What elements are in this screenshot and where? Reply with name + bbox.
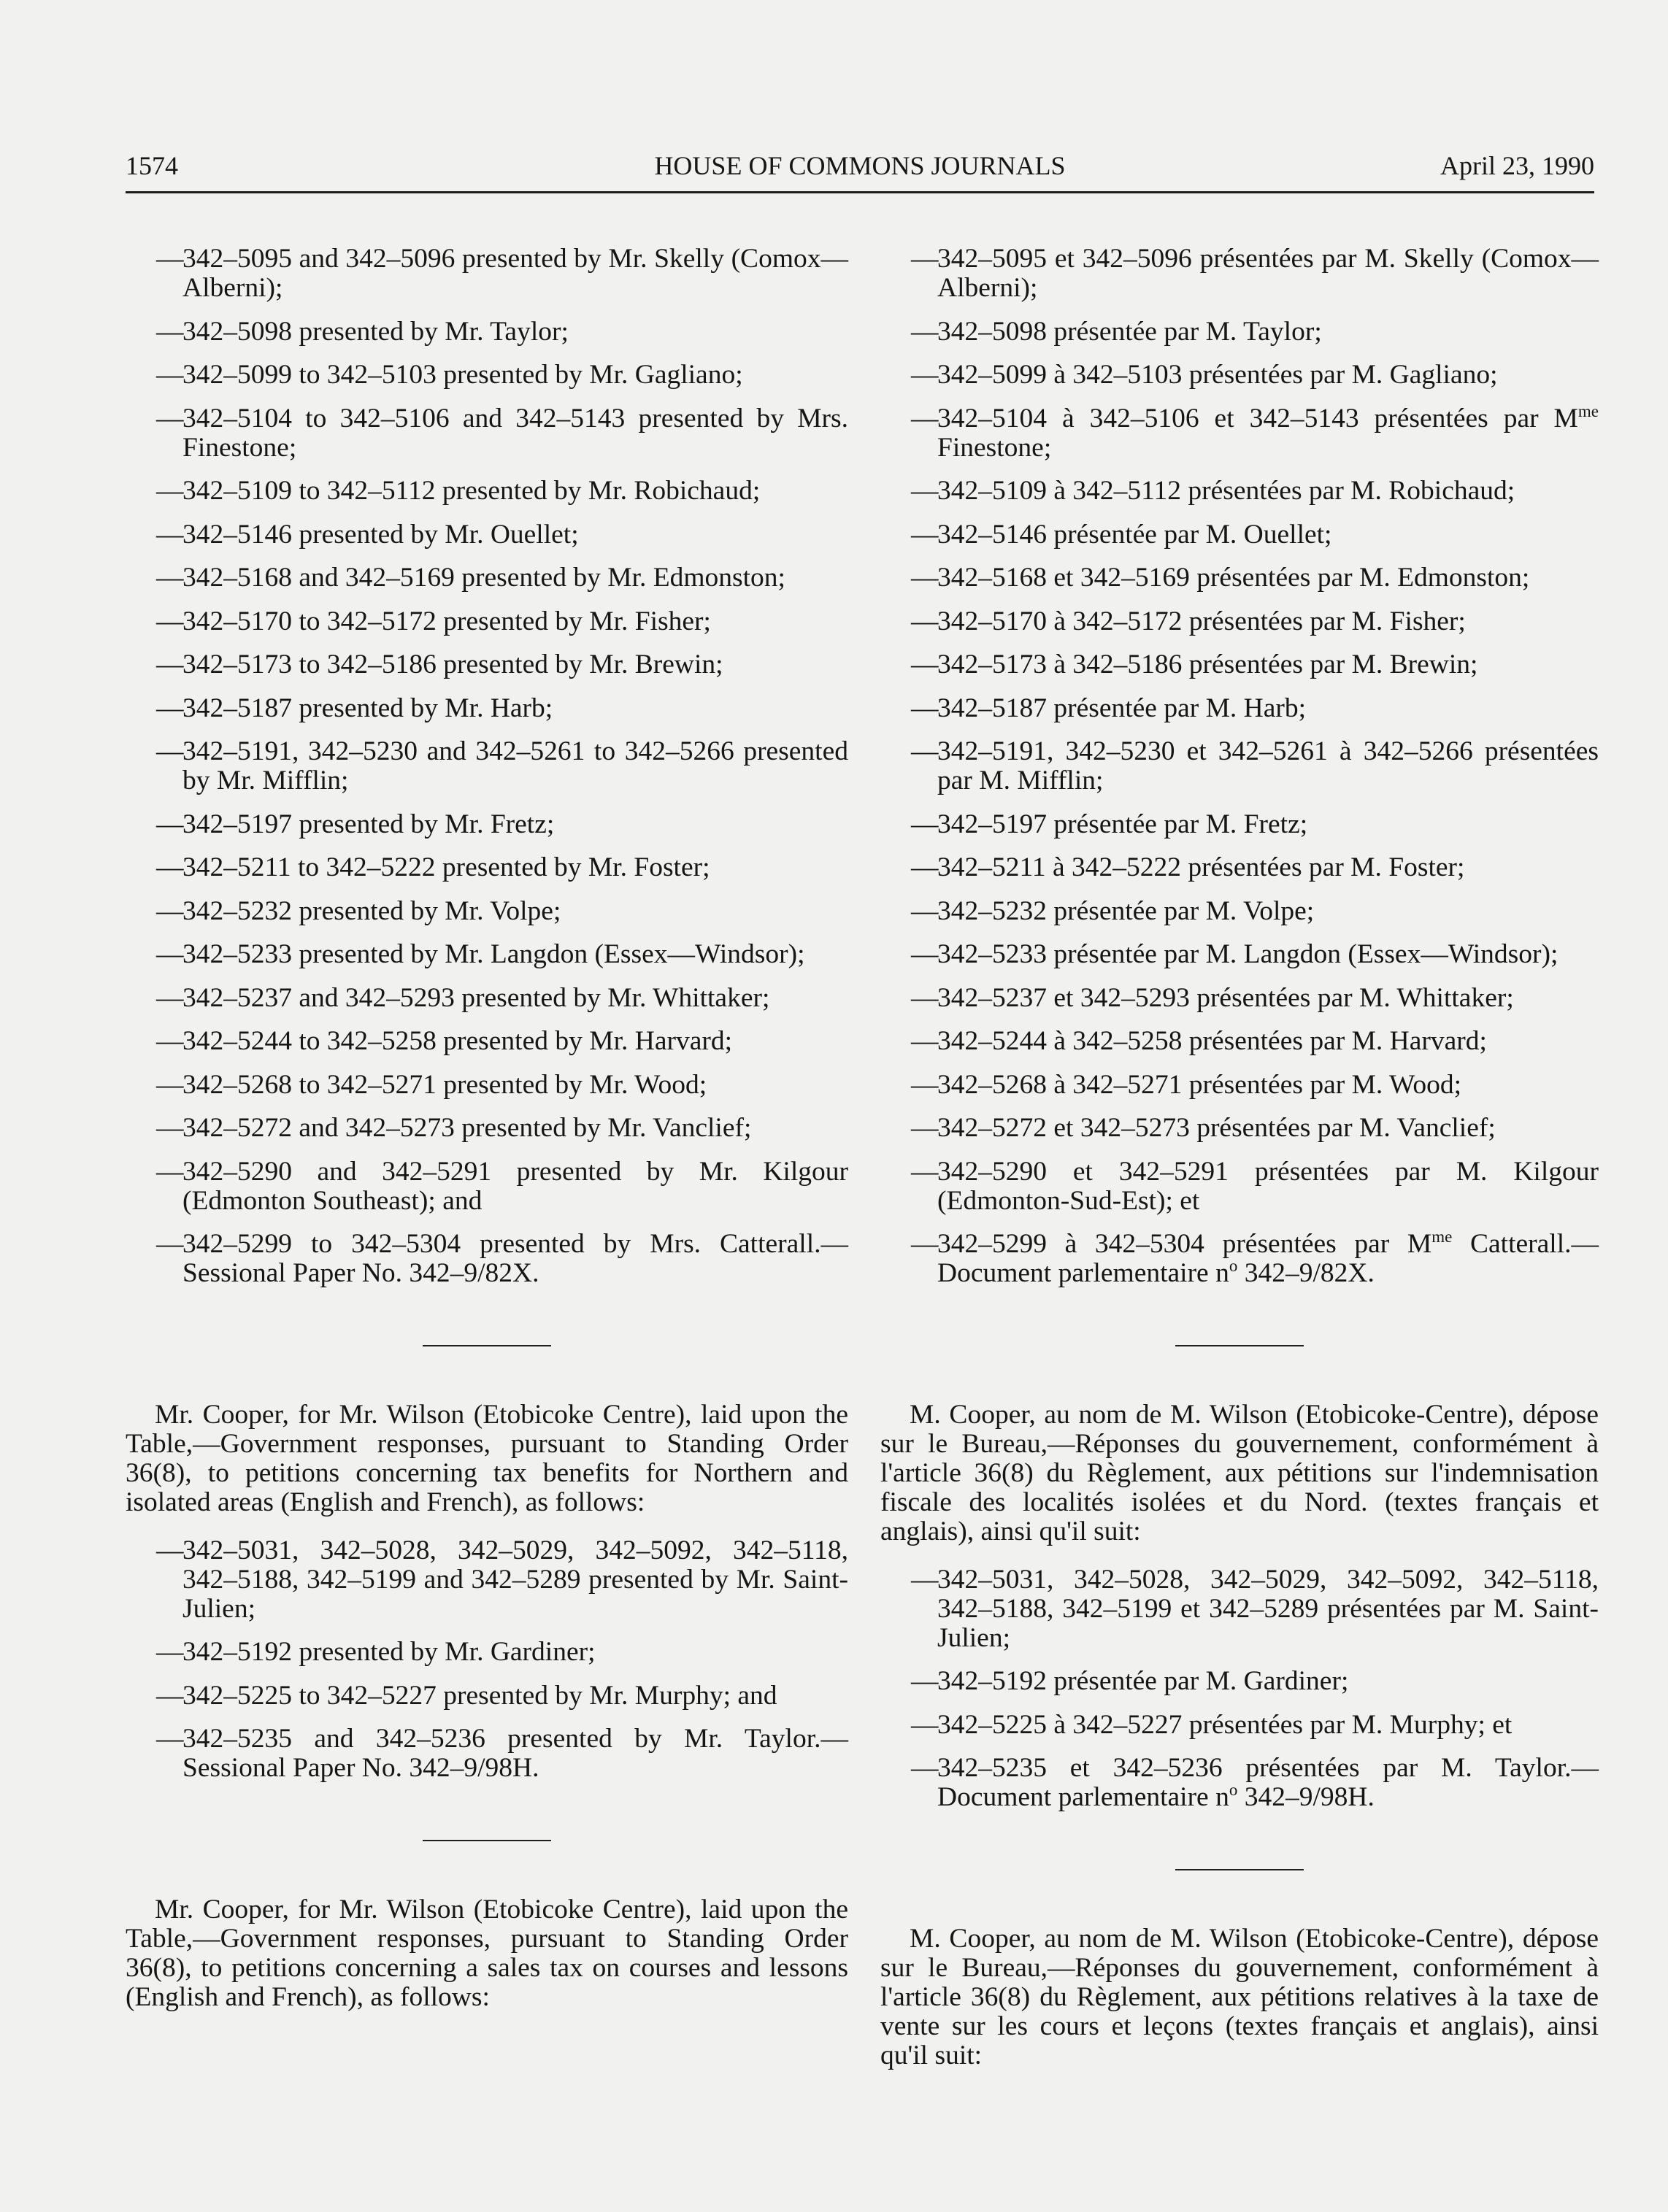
list-item: — 342–5146 presented by Mr. Ouellet; bbox=[126, 520, 848, 550]
list-item: — 342–5233 presented by Mr. Langdon (Essex—Windsor); bbox=[126, 940, 848, 969]
list-item: — 342–5173 à 342–5186 présentées par M. Brewin; bbox=[880, 650, 1599, 679]
list-item: — 342–5192 presented by Mr. Gardiner; bbox=[126, 1638, 848, 1667]
list-item: — 342–5099 à 342–5103 présentées par M. Gagliano; bbox=[880, 361, 1599, 390]
list-item: — 342–5268 to 342–5271 presented by Mr. Wood; bbox=[126, 1071, 848, 1100]
list-item: — 342–5095 and 342–5096 presented by Mr. Skelly (Comox—Alberni); bbox=[126, 244, 848, 303]
tabled-responses-paragraph: M. Cooper, au nom de M. Wilson (Etobicoke-Centre), dépose sur le Bureau,—Réponses du gouvernement, conformément à l'article 36(8) du Règlement, aux pétitions relatives à la taxe de vente sur les cours et leçons (textes français et anglais), ainsi qu'il suit: bbox=[880, 1923, 1599, 2070]
list-item: — 342–5299 to 342–5304 presented by Mrs. Catterall.—Sessional Paper No. 342–9/82X. bbox=[126, 1230, 848, 1288]
english-column bbox=[126, 244, 848, 2012]
list-item: — 342–5244 à 342–5258 présentées par M. Harvard; bbox=[880, 1027, 1599, 1056]
list-item: — 342–5290 et 342–5291 présentées par M. Kilgour (Edmonton-Sud-Est); et bbox=[880, 1157, 1599, 1216]
list-item: — 342–5031, 342–5028, 342–5029, 342–5092, 342–5118, 342–5188, 342–5199 and 342–5289 presented by Mr. Saint-Julien; bbox=[126, 1536, 848, 1624]
list-item: — 342–5192 présentée par M. Gardiner; bbox=[880, 1667, 1599, 1696]
french-petition-list-2 bbox=[880, 1565, 1599, 1813]
list-item: — 342–5244 to 342–5258 presented by Mr. Harvard; bbox=[126, 1027, 848, 1056]
list-item: — 342–5197 presented by Mr. Fretz; bbox=[126, 810, 848, 839]
list-item: — 342–5168 and 342–5169 presented by Mr. Edmonston; bbox=[126, 563, 848, 593]
page-date: April 23, 1990 bbox=[1440, 151, 1594, 180]
english-petition-list-1 bbox=[126, 244, 848, 1288]
tabled-responses-paragraph: Mr. Cooper, for Mr. Wilson (Etobicoke Centre), laid upon the Table,—Government responses, pursuant to Standing Order 36(8), to petitions concerning tax benefits for Northern and isolated areas (English and French), as follows: bbox=[126, 1399, 848, 1517]
list-item: — 342–5233 présentée par M. Langdon (Essex—Windsor); bbox=[880, 940, 1599, 969]
list-item: — 342–5211 à 342–5222 présentées par M. Foster; bbox=[880, 853, 1599, 882]
list-item: — 342–5109 à 342–5112 présentées par M. Robichaud; bbox=[880, 477, 1599, 506]
list-item: — 342–5099 to 342–5103 presented by Mr. Gagliano; bbox=[126, 361, 848, 390]
list-item: — 342–5168 et 342–5169 présentées par M. Edmonston; bbox=[880, 563, 1599, 593]
english-petition-list-2 bbox=[126, 1536, 848, 1784]
list-item: — 342–5170 à 342–5172 présentées par M. Fisher; bbox=[880, 607, 1599, 636]
list-item: — 342–5272 and 342–5273 presented by Mr. Vanclief; bbox=[126, 1114, 848, 1143]
list-item: — 342–5232 présentée par M. Volpe; bbox=[880, 897, 1599, 926]
list-item: — 342–5290 and 342–5291 presented by Mr. Kilgour (Edmonton Southeast); and bbox=[126, 1157, 848, 1216]
list-item: — 342–5225 à 342–5227 présentées par M. Murphy; et bbox=[880, 1711, 1599, 1740]
tabled-responses-paragraph: M. Cooper, au nom de M. Wilson (Etobicoke-Centre), dépose sur le Bureau,—Réponses du gouvernement, conformément à l'article 36(8) du Règlement, aux pétitions sur l'indemnisation fiscale des localités isolées et du Nord. (textes français et anglais), ainsi qu'il suit: bbox=[880, 1399, 1599, 1546]
list-item: — 342–5197 présentée par M. Fretz; bbox=[880, 810, 1599, 839]
list-item: — 342–5187 présentée par M. Harb; bbox=[880, 694, 1599, 723]
list-item: — 342–5299 à 342–5304 présentées par $M^{me}$ Catterall.—Document parlementaire $n^o$ 342–9/82X. bbox=[880, 1230, 1599, 1288]
list-item: — 342–5235 et 342–5236 présentées par M. Taylor.—Document parlementaire $n^o$ 342–9/98H. bbox=[880, 1754, 1599, 1812]
french-petition-list-1 bbox=[880, 244, 1599, 1288]
list-item: — 342–5104 à 342–5106 et 342–5143 présentées par $M^{me}$ Finestone; bbox=[880, 404, 1599, 463]
page-header bbox=[126, 150, 1594, 193]
list-item: — 342–5109 to 342–5112 presented by Mr. Robichaud; bbox=[126, 477, 848, 506]
list-item: — 342–5187 presented by Mr. Harb; bbox=[126, 694, 848, 723]
list-item: — 342–5211 to 342–5222 presented by Mr. Foster; bbox=[126, 853, 848, 882]
list-item: — 342–5237 and 342–5293 presented by Mr. Whittaker; bbox=[126, 984, 848, 1013]
list-item: — 342–5272 et 342–5273 présentées par M. Vanclief; bbox=[880, 1114, 1599, 1143]
list-item: — 342–5146 présentée par M. Ouellet; bbox=[880, 520, 1599, 550]
list-item: — 342–5170 to 342–5172 presented by Mr. Fisher; bbox=[126, 607, 848, 636]
list-item: — 342–5232 presented by Mr. Volpe; bbox=[126, 897, 848, 926]
list-item: — 342–5098 presented by Mr. Taylor; bbox=[126, 317, 848, 347]
list-item: — 342–5098 présentée par M. Taylor; bbox=[880, 317, 1599, 347]
list-item: — 342–5104 to 342–5106 and 342–5143 presented by Mrs. Finestone; bbox=[126, 404, 848, 463]
journal-title: HOUSE OF COMMONS JOURNALS bbox=[654, 151, 1066, 180]
list-item: — 342–5173 to 342–5186 presented by Mr. Brewin; bbox=[126, 650, 848, 679]
list-item: — 342–5268 à 342–5271 présentées par M. Wood; bbox=[880, 1071, 1599, 1100]
list-item: — 342–5031, 342–5028, 342–5029, 342–5092, 342–5118, 342–5188, 342–5199 et 342–5289 présentées par M. Saint-Julien; bbox=[880, 1565, 1599, 1653]
page-number: 1574 bbox=[126, 151, 178, 180]
french-column bbox=[880, 244, 1599, 2070]
list-item: — 342–5095 et 342–5096 présentées par M. Skelly (Comox—Alberni); bbox=[880, 244, 1599, 303]
list-item: — 342–5235 and 342–5236 presented by Mr. Taylor.—Sessional Paper No. 342–9/98H. bbox=[126, 1724, 848, 1783]
tabled-responses-paragraph: Mr. Cooper, for Mr. Wilson (Etobicoke Centre), laid upon the Table,—Government responses, pursuant to Standing Order 36(8), to petitions concerning a sales tax on courses and lessons (English and French), as follows: bbox=[126, 1894, 848, 2012]
list-item: — 342–5225 to 342–5227 presented by Mr. Murphy; and bbox=[126, 1681, 848, 1711]
list-item: — 342–5191, 342–5230 et 342–5261 à 342–5266 présentées par M. Mifflin; bbox=[880, 737, 1599, 795]
list-item: — 342–5237 et 342–5293 présentées par M. Whittaker; bbox=[880, 984, 1599, 1013]
list-item: — 342–5191, 342–5230 and 342–5261 to 342–5266 presented by Mr. Mifflin; bbox=[126, 737, 848, 795]
